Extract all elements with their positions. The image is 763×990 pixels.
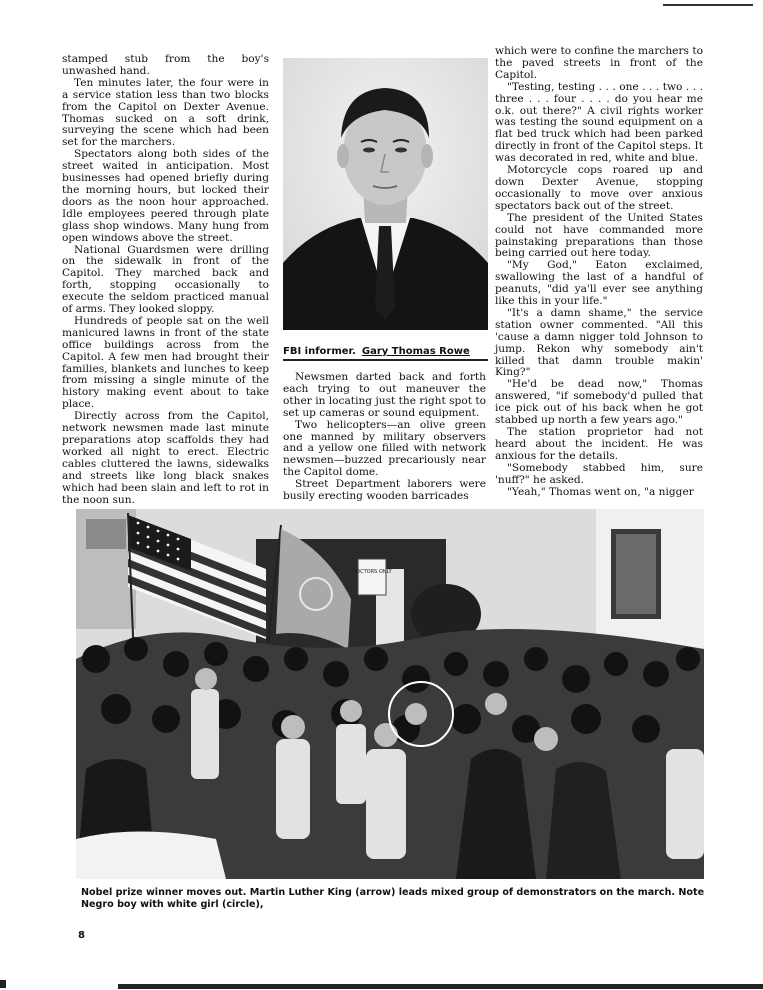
- portrait-photo: [283, 58, 488, 330]
- paragraph: "Somebody stabbed him, sure 'nuff?" he asked.: [495, 461, 703, 486]
- column-right: [495, 46, 703, 498]
- paragraph: Newsmen darted back and forth each trying to out maneuver the other in locating just the right spot to set up cameras or sound equipment.: [283, 371, 486, 419]
- bottom-rule: [118, 984, 763, 989]
- paragraph: Street Department laborers were busily erecting wooden barricades: [283, 478, 486, 503]
- column-left: [62, 54, 269, 506]
- paragraph: "He'd be dead now," Thomas answered, "if somebody'd pulled that ice pick out of his back when he got stabbed up north a few years ago.": [495, 378, 703, 427]
- paragraph: The president of the United States could not have commanded more painstaking preparations than those being carried out here today.: [495, 211, 703, 260]
- sign-text: DOCTORS ONLY: [352, 569, 392, 575]
- paragraph: Spectators along both sides of the street waited in anticipation. Most businesses had opened briefly during the morning hours, but locked their doors as the noon hour approached. Idle employees peered through plate glass shop windows. Many hung from open windows above the street.: [62, 148, 269, 244]
- paragraph: Ten minutes later, the four were in a service station less than two blocks from the Capitol on Dexter Avenue. Thomas sucked on a soft drink, surveying the scene which had been set for the marchers.: [62, 76, 269, 149]
- paragraph: Motorcycle cops roared up and down Dexter Avenue, stopping occasionally to move over anxious spectators back out of the street.: [495, 164, 703, 212]
- caption-label: FBI informer.: [283, 346, 356, 357]
- margin-mark: [0, 980, 6, 988]
- paragraph: Hundreds of people sat on the well manicured lawns in front of the state office buildings across from the Capitol. A few men had brought their families, blankets and lunches to keep from missing a single minute of the history making event about to take place.: [62, 314, 269, 411]
- column-middle: [283, 372, 486, 503]
- march-photo: [76, 509, 704, 879]
- top-rule: [0, 0, 763, 6]
- paragraph: Directly across from the Capitol, network newsmen made last minute preparations atop scaffolds they had worked all night to erect. Electric cables cluttered the lawns, sidewalks and streets like long black snakes which had been slain and left to rot in the noon sun.: [62, 410, 269, 506]
- paragraph: "My God," Eaton exclaimed, swallowing the last of a handful of peanuts, "did ya'll ever see anything like this in your life.": [495, 259, 703, 308]
- page-number: 8: [78, 930, 85, 941]
- paragraph: stamped stub from the boy's unwashed hand.: [62, 53, 269, 77]
- paragraph: The station proprietor had not heard about the incident. He was anxious for the details.: [495, 426, 703, 462]
- paragraph: "Yeah," Thomas went on, "a nigger: [507, 485, 694, 498]
- paragraph: National Guardsmen were drilling on the sidewalk in front of the Capitol. They marched back and forth, stopping occasionally to execute the seldom practiced manual of arms. They looked sloppy.: [62, 243, 269, 316]
- paragraph: "It's a damn shame," the service station owner commented. "All this 'cause a damn nigger told Johnson to jump. Rekon why somebody ain't killed that damn trouble makin' King?": [495, 306, 703, 379]
- portrait-caption: [283, 346, 488, 361]
- paragraph: Two helicopters—an olive green one manned by military observers and a yellow one filled with network newsmen—buzzed precariously near the Capitol dome.: [283, 418, 486, 479]
- photo-caption: Nobel prize winner moves out. Martin Luther King (arrow) leads mixed group of demonstrators on the march. Note Negro boy with white girl (circle),: [81, 887, 705, 910]
- caption-name: Gary Thomas Rowe: [361, 346, 470, 357]
- paragraph: "Testing, testing . . . one . . . two . . . three . . . four . . . . do you hear me o.k. out there?" A civil rights worker was testing the sound equipment on a flat bed truck which had been parked directly in front of the Capitol steps. It was decorated in red, white and blue.: [495, 80, 703, 165]
- paragraph: which were to confine the marchers to the paved streets in front of the Capitol.: [495, 45, 703, 81]
